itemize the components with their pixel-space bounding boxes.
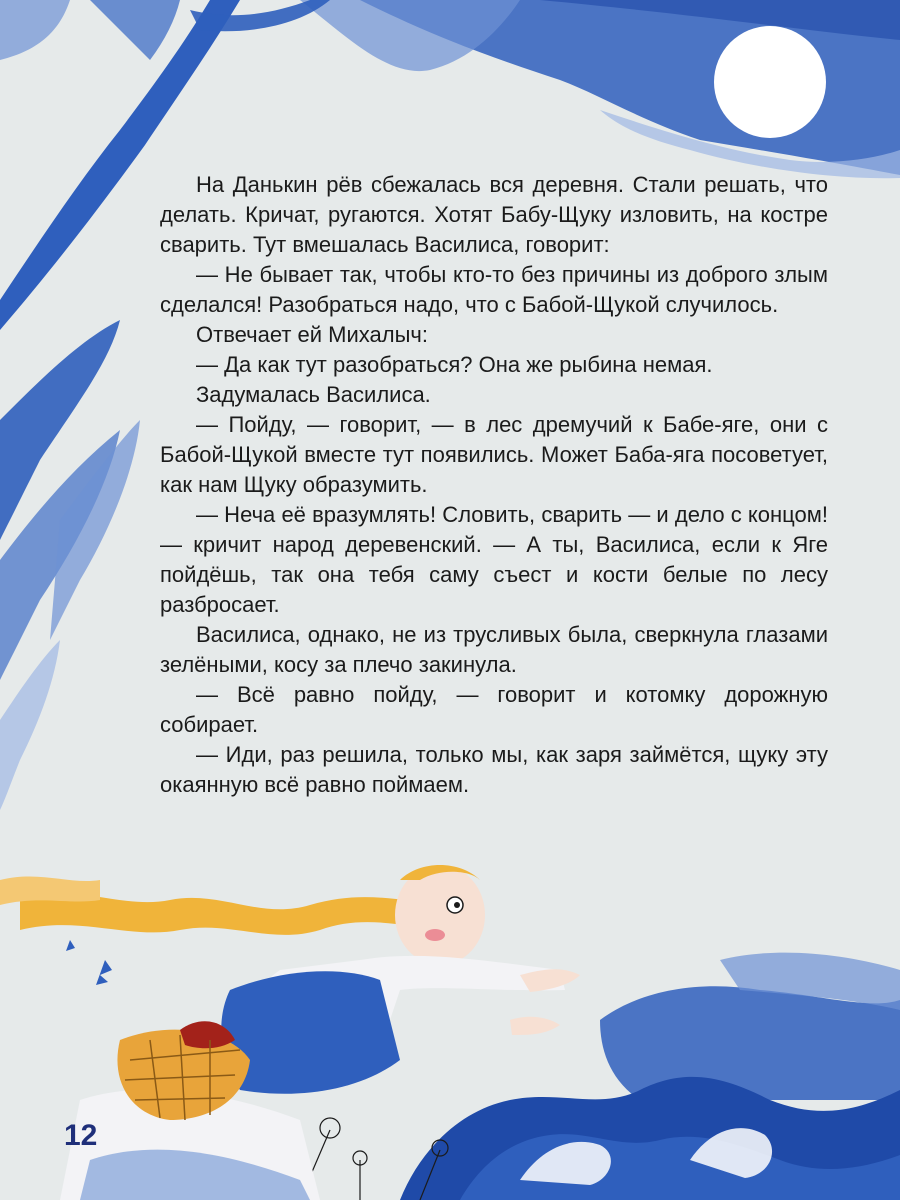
paragraph: На Данькин рёв сбежалась вся деревня. Стали решать, что делать. Кричат, ругаются. Хотят Бабу-Щуку изловить, на костре сварить. Тут вмешалась Василиса, говорит: (160, 172, 828, 257)
paragraph: Задумалась Василиса. (196, 382, 431, 407)
sparkle-decor (66, 940, 112, 985)
paragraph: — Пойду, — говорит, — в лес дремучий к Бабе-яге, они с Бабой-Щукой вместе тут появились. Может Баба-яга посоветует, как нам Щуку образумить. (160, 412, 828, 497)
story-text (160, 170, 828, 800)
left-brush-streaks (0, 320, 140, 810)
paragraph: — Иди, раз решила, только мы, как заря займётся, щуку эту окаянную всё равно поймаем. (160, 742, 828, 797)
paragraph: Отвечает ей Михалыч: (196, 322, 428, 347)
moon-icon (714, 26, 826, 138)
paragraph: — Всё равно пойду, — говорит и котомку дорожную собирает. (160, 682, 828, 737)
paragraph: — Неча её вразумлять! Словить, сварить — и дело с концом! — кричит народ деревенский. — А ты, Василиса, если к Яге пойдёшь, так она тебя саму съест и кости белые по лесу разбросает. (160, 502, 828, 617)
paragraph: — Не бывает так, чтобы кто-то без причины из доброго злым сделался! Разобраться надо, что с Бабой-Щукой случилось. (160, 262, 828, 317)
bottom-clouds (600, 953, 900, 1100)
paragraph: — Да как тут разобраться? Она же рыбина немая. (196, 352, 713, 377)
paragraph: Василиса, однако, не из трусливых была, сверкнула глазами зелёными, косу за плечо закинула. (160, 622, 828, 677)
page-number: 12 (64, 1119, 98, 1152)
